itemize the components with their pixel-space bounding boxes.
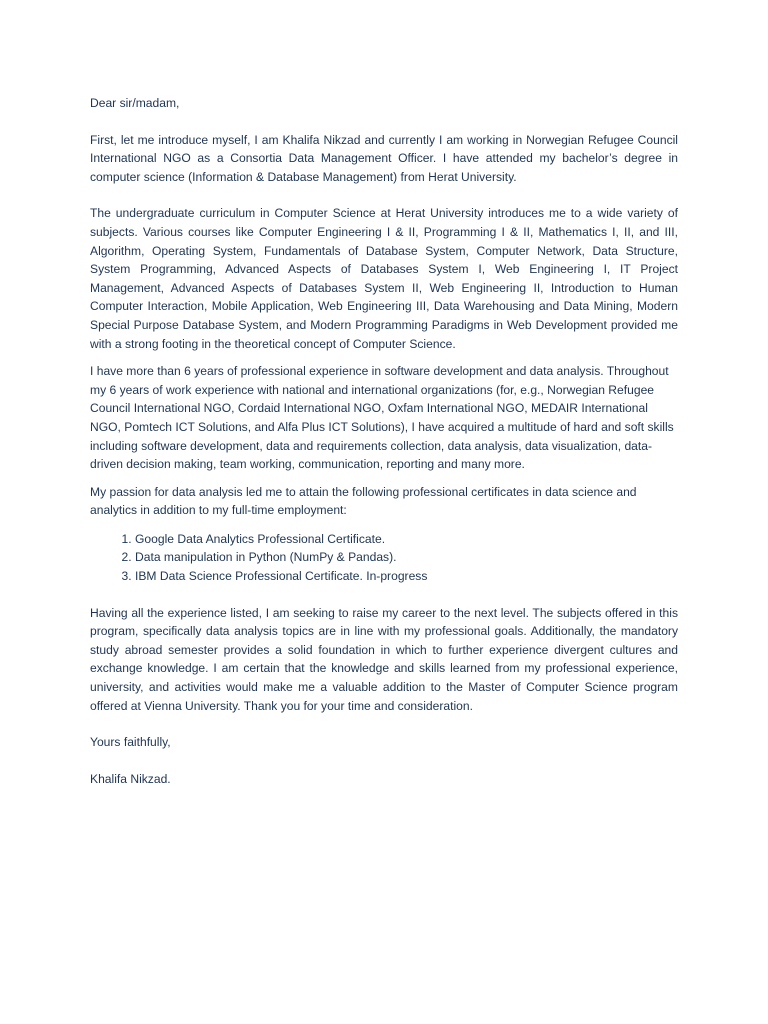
paragraph-experience: I have more than 6 years of professional experience in software development and data analysis. Throughout my 6 years of work experience with national and international organizations (for, e.g., Norwegian Refugee Council International NGO, Cordaid International NGO, Oxfam International NGO, MEDAIR International NGO, Pomtech ICT Solutions, and Alfa Plus ICT Solutions), I have acquired a multitude of hard and soft skills including software development, data and requirements collection, data analysis, data visualization, data-driven decision making, team working, communication, reporting and many more.: [90, 364, 674, 472]
certificates-list: [90, 530, 678, 586]
list-item: 1. Google Data Analytics Professional Certificate.: [135, 530, 678, 549]
signature: Khalifa Nikzad.: [90, 771, 171, 786]
greeting: Dear sir/madam,: [90, 96, 180, 110]
closing: Yours faithfully,: [90, 735, 171, 750]
paragraph-goals: Having all the experience listed, I am seeking to raise my career to the next level. The subjects offered in this program, specifically data analysis topics are in line with my professional goals. Additionally, the mandatory study abroad semester provides a solid foundation in which to further experience divergent cultures and exchange knowledge. I am certain that the knowledge and skills learned from my professional experience, university, and activities would make me a valuable addition to the Master of Computer Science program offered at Vienna University. Thank you for your time and consideration.: [90, 605, 678, 713]
paragraph-certificates-intro: My passion for data analysis led me to attain the following professional certificates in data science and analytics in addition to my full-time employment:: [90, 484, 637, 518]
list-item: 3. IBM Data Science Professional Certificate. In-progress: [135, 567, 678, 586]
list-item: 2. Data manipulation in Python (NumPy & Pandas).: [135, 548, 678, 567]
letter-body: [90, 94, 678, 788]
paragraph-introduction: First, let me introduce myself, I am Khalifa Nikzad and currently I am working in Norwegian Refugee Council International NGO as a Consortia Data Management Officer. I have attended my bachelor’s degree in computer science (Information & Database Management) from Herat University.: [90, 132, 678, 184]
paragraph-curriculum: The undergraduate curriculum in Computer Science at Herat University introduces me to a wide variety of subjects. Various courses like Computer Engineering I & II, Programming I & II, Mathematics I, II, and III, Algorithm, Operating System, Fundamentals of Database System, Computer Network, Data Structure, System Programming, Advanced Aspects of Databases System I, Web Engineering I, IT Project Management, Advanced Aspects of Databases System II, Web Engineering II, Introduction to Human Computer Interaction, Mobile Application, Web Engineering III, Data Warehousing and Data Mining, Modern Special Purpose Database System, and Modern Programming Paradigms in Web Development provided me with a strong footing in the theoretical concept of Computer Science.: [90, 206, 678, 351]
